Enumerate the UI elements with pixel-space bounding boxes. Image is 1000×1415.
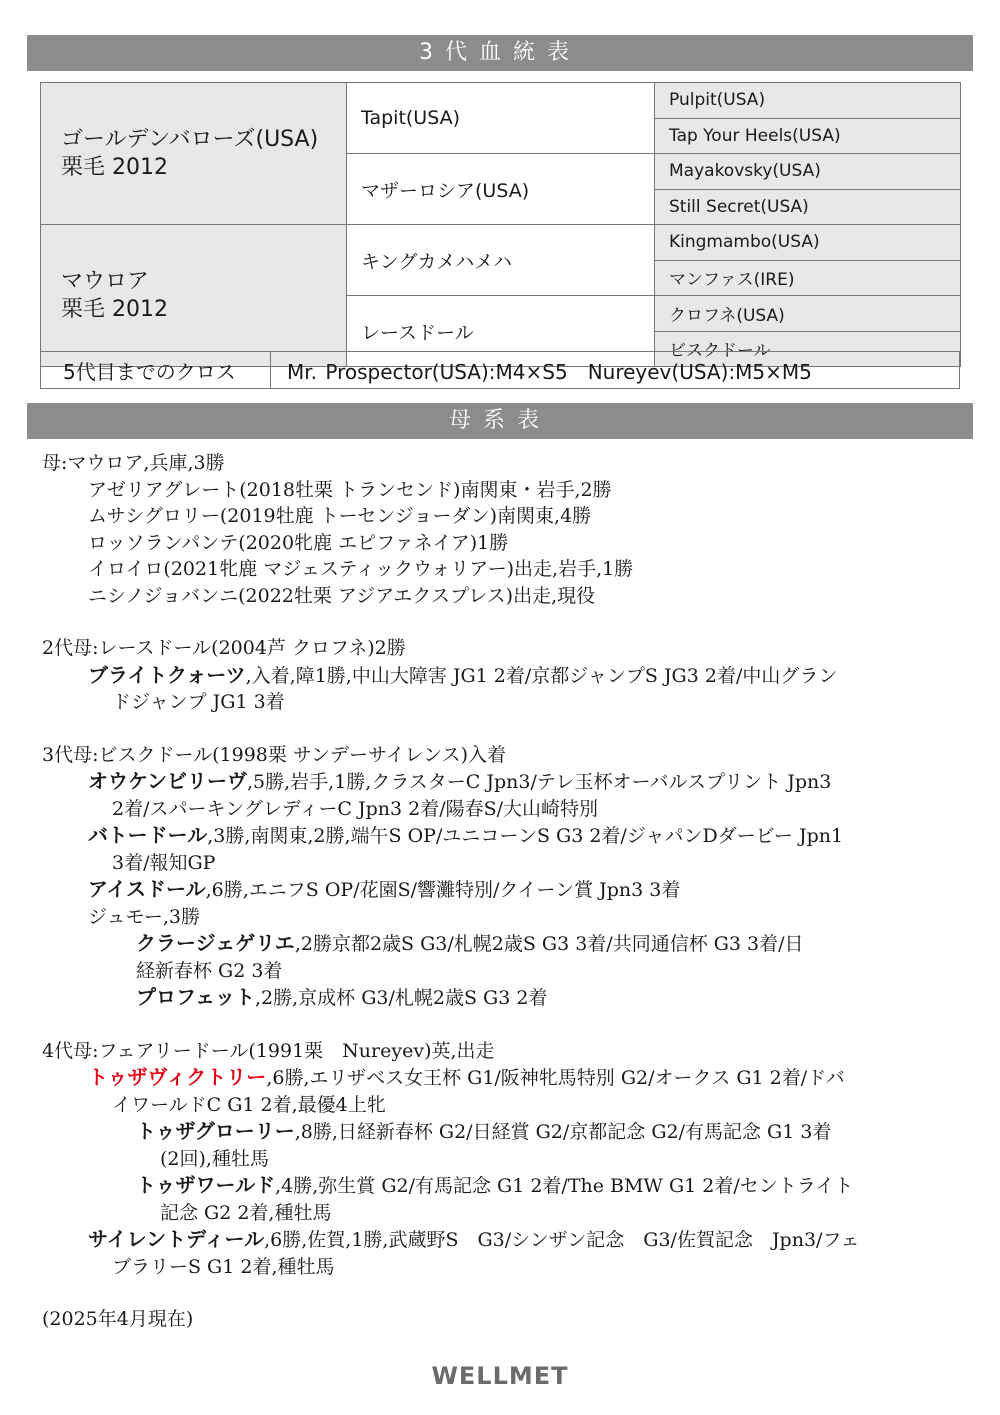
foal-line: アゼリアグレート(2018牡栗 トランセンド)南関東・岩手,2勝 — [88, 478, 612, 501]
dam-name: マウロア — [61, 268, 150, 294]
horse-record-cont: ブラリーS G1 2着,種牡馬 — [112, 1255, 335, 1278]
foal-line: イロイロ(2021牝鹿 マジェスティックウォリアー)出走,岩手,1勝 — [88, 558, 634, 580]
horse-record: ,4勝,弥生賞 G2/有馬記念 G1 2着/The BMW G1 2着/セントライト — [275, 1175, 854, 1197]
g3-ancestor: クロフネ(USA) — [655, 296, 961, 332]
pedigree-table — [40, 82, 961, 367]
cross-value: Mr. Prospector(USA):M4×S5 Nureyev(USA):M5×M5 — [271, 352, 960, 389]
horse-record: ,6勝,エニフS OP/花園S/響灘特別/クイーン賞 Jpn3 3着 — [205, 879, 681, 901]
horse-name: バトードール — [88, 823, 208, 847]
foal-line: ムサシグロリー(2019牡鹿 トーセンジョーダン)南関東,4勝 — [88, 505, 592, 527]
g3-ancestor: Still Secret(USA) — [655, 189, 961, 225]
horse-name: クラージェゲリエ — [136, 931, 295, 955]
dam-cell — [41, 225, 347, 367]
g3-ancestor: ビスクドール — [655, 331, 961, 367]
horse-name: オウケンビリーヴ — [88, 769, 247, 793]
horse-name: アイスドール — [88, 877, 206, 901]
horse-record-cont: ドジャンプ JG1 3着 — [112, 691, 285, 713]
horse-record: ,6勝,エリザベス女王杯 G1/阪神牝馬特別 G2/オークス G1 2着/ドバ — [266, 1067, 845, 1089]
sire-detail: 栗毛 2012 — [61, 154, 168, 180]
horse-entry — [42, 984, 962, 1012]
pedigree-header: 3代血統表 — [27, 35, 973, 71]
g3-ancestor: マンファス(IRE) — [655, 260, 961, 296]
horse-entry-plain: ジュモー,3勝 — [88, 905, 200, 928]
sire-cell — [41, 83, 347, 225]
g3-ancestor: Tap Your Heels(USA) — [655, 118, 961, 154]
date-note: (2025年4月現在) — [42, 1308, 194, 1330]
horse-name: プロフェット — [136, 985, 255, 1009]
g3-ancestor: Mayakovsky(USA) — [655, 154, 961, 190]
horse-record: ,2勝京都2歳S G3/札幌2歳S G3 3着/共同通信杯 G3 3着/日 — [294, 933, 804, 955]
horse-entry — [42, 822, 962, 850]
sire-sire: Tapit(USA) — [347, 83, 655, 154]
foal-line: ロッソランパンテ(2020牝鹿 エピファネイア)1勝 — [88, 531, 509, 554]
dam-detail: 栗毛 2012 — [61, 296, 168, 322]
cross-table — [40, 351, 960, 389]
g3-ancestor: Kingmambo(USA) — [655, 225, 961, 261]
horse-record: ,5勝,岩手,1勝,クラスターC Jpn3/テレ玉杯オーバルスプリント Jpn3 — [247, 771, 832, 793]
third-dam-line: 3代母:ビスクドール(1998栗 サンデーサイレンス)入着 — [42, 743, 507, 766]
horse-entry — [42, 1226, 962, 1254]
second-dam-line: 2代母:レースドール(2004芦 クロフネ)2勝 — [42, 637, 406, 659]
horse-record-cont: 経新春杯 G2 3着 — [136, 959, 283, 982]
horse-record-cont: 記念 G2 2着,種牡馬 — [160, 1201, 332, 1224]
horse-record-cont: イワールドC G1 2着,最優4上牝 — [112, 1093, 386, 1116]
horse-name: ブライトクォーツ — [88, 662, 246, 687]
sire-name: ゴールデンバローズ(USA) — [61, 126, 319, 152]
horse-record-cont: 2着/スパーキングレディーC Jpn3 2着/陽春S/大山崎特別 — [112, 797, 599, 820]
family-header: 母系表 — [27, 403, 973, 439]
wellmet-logo: WELLMET — [431, 1362, 569, 1390]
horse-record: ,2勝,京成杯 G3/札幌2歳S G3 2着 — [255, 987, 548, 1009]
dam-line: 母:マウロア,兵庫,3勝 — [42, 452, 225, 474]
horse-name: サイレントディール — [88, 1227, 265, 1251]
horse-record-cont: 3着/報知GP — [112, 851, 216, 874]
horse-name: トゥザグローリー — [136, 1119, 295, 1143]
horse-record-cont: (2回),種牡馬 — [160, 1147, 269, 1170]
horse-entry — [42, 1064, 962, 1092]
dam-dam: レースドール — [347, 296, 655, 367]
horse-entry — [42, 1172, 962, 1200]
dam-sire: キングカメハメハ — [347, 225, 655, 296]
horse-record: ,3勝,南関東,2勝,端午S OP/ユニコーンS G3 2着/ジャパンDダービー Jpn1 — [207, 825, 844, 847]
cross-label: 5代目までのクロス — [41, 352, 271, 389]
horse-entry — [42, 1118, 962, 1146]
horse-entry — [42, 930, 962, 958]
fourth-dam-line: 4代母:フェアリードール(1991栗 Nureyev)英,出走 — [42, 1039, 495, 1062]
family-table — [42, 450, 962, 1333]
horse-record: ,8勝,日経新春杯 G2/日経賞 G2/京都記念 G2/有馬記念 G1 3着 — [294, 1121, 832, 1143]
horse-record: ,入着,障1勝,中山大障害 JG1 2着/京都ジャンプS JG3 2着/中山グラン — [245, 664, 838, 687]
sire-dam: マザーロシア(USA) — [347, 154, 655, 225]
foal-line: ニシノジョバンニ(2022牡栗 アジアエクスプレス)出走,現役 — [88, 584, 596, 607]
horse-name: トゥザワールド — [136, 1173, 276, 1197]
horse-entry — [42, 662, 962, 690]
horse-record: ,6勝,佐賀,1勝,武蔵野S G3/シンザン記念 G3/佐賀記念 Jpn3/フェ — [264, 1229, 860, 1251]
horse-entry — [42, 768, 962, 796]
horse-entry — [42, 876, 962, 904]
horse-name-highlight: トゥザヴィクトリー — [88, 1065, 267, 1089]
g3-ancestor: Pulpit(USA) — [655, 83, 961, 119]
